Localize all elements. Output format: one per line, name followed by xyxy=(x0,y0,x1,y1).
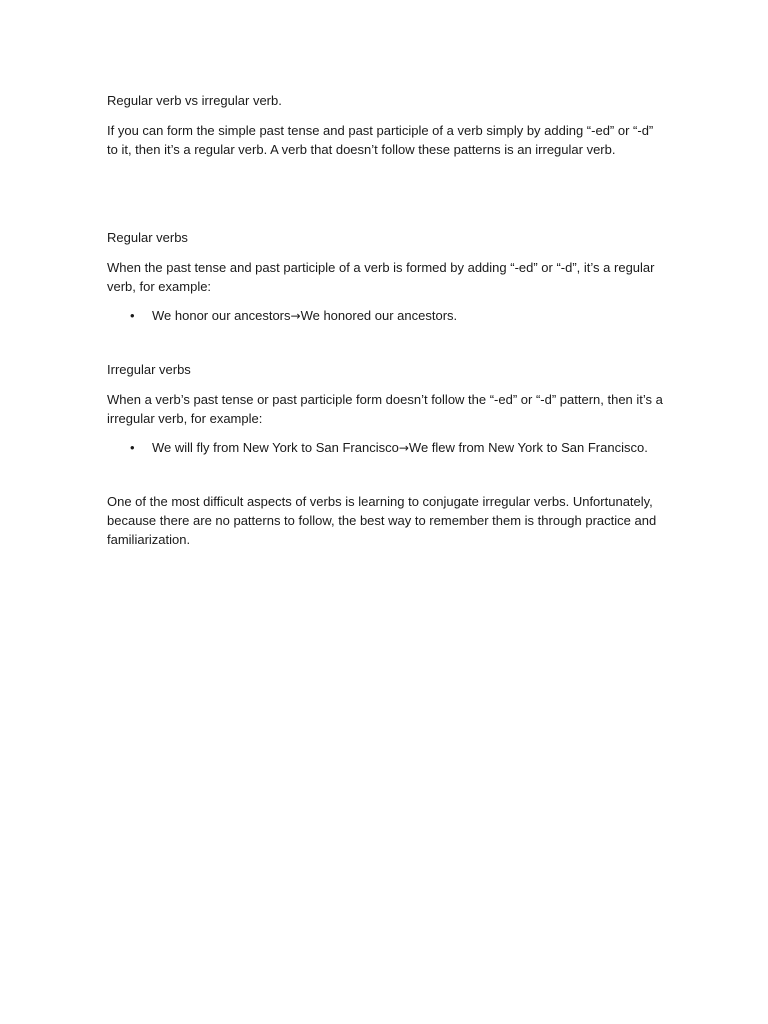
irregular-examples-list xyxy=(107,438,667,458)
spacer xyxy=(107,159,667,228)
example-before: We honor our ancestors xyxy=(152,308,291,323)
example-after: We honored our ancestors. xyxy=(300,308,458,323)
spacer xyxy=(107,326,667,360)
document-title: Regular verb vs irregular verb. xyxy=(107,93,282,108)
bullet-icon: • xyxy=(130,308,135,323)
irregular-verbs-heading: Irregular verbs xyxy=(107,362,191,377)
irregular-verbs-description: When a verb’s past tense or past participle form doesn’t follow the “-ed” or “-d” pattern, then it’s a irregular verb, for example: xyxy=(107,392,663,426)
example-after: We flew from New York to San Francisco. xyxy=(408,440,648,455)
intro-paragraph: If you can form the simple past tense and past participle of a verb simply by adding “-ed” or “-d” to it, then it’s a regular verb. A verb that doesn’t follow these patterns is an irregular verb. xyxy=(107,123,654,157)
list-item xyxy=(107,306,667,326)
arrow-right-icon: → xyxy=(290,309,301,323)
regular-verbs-heading: Regular verbs xyxy=(107,230,188,245)
regular-verbs-description: When the past tense and past participle of a verb is formed by adding “-ed” or “-d”, it’s a regular verb, for example: xyxy=(107,260,655,294)
spacer xyxy=(107,458,667,492)
regular-examples-list xyxy=(107,306,667,326)
list-item xyxy=(107,438,667,458)
example-before: We will fly from New York to San Francisco xyxy=(152,440,399,455)
document-page xyxy=(107,91,667,549)
arrow-right-icon: → xyxy=(398,441,409,455)
bullet-icon: • xyxy=(130,440,135,455)
conclusion-paragraph: One of the most difficult aspects of verbs is learning to conjugate irregular verbs. Unfortunately, because there are no patterns to follow, the best way to remember them is through practice and familiarization. xyxy=(107,494,657,547)
